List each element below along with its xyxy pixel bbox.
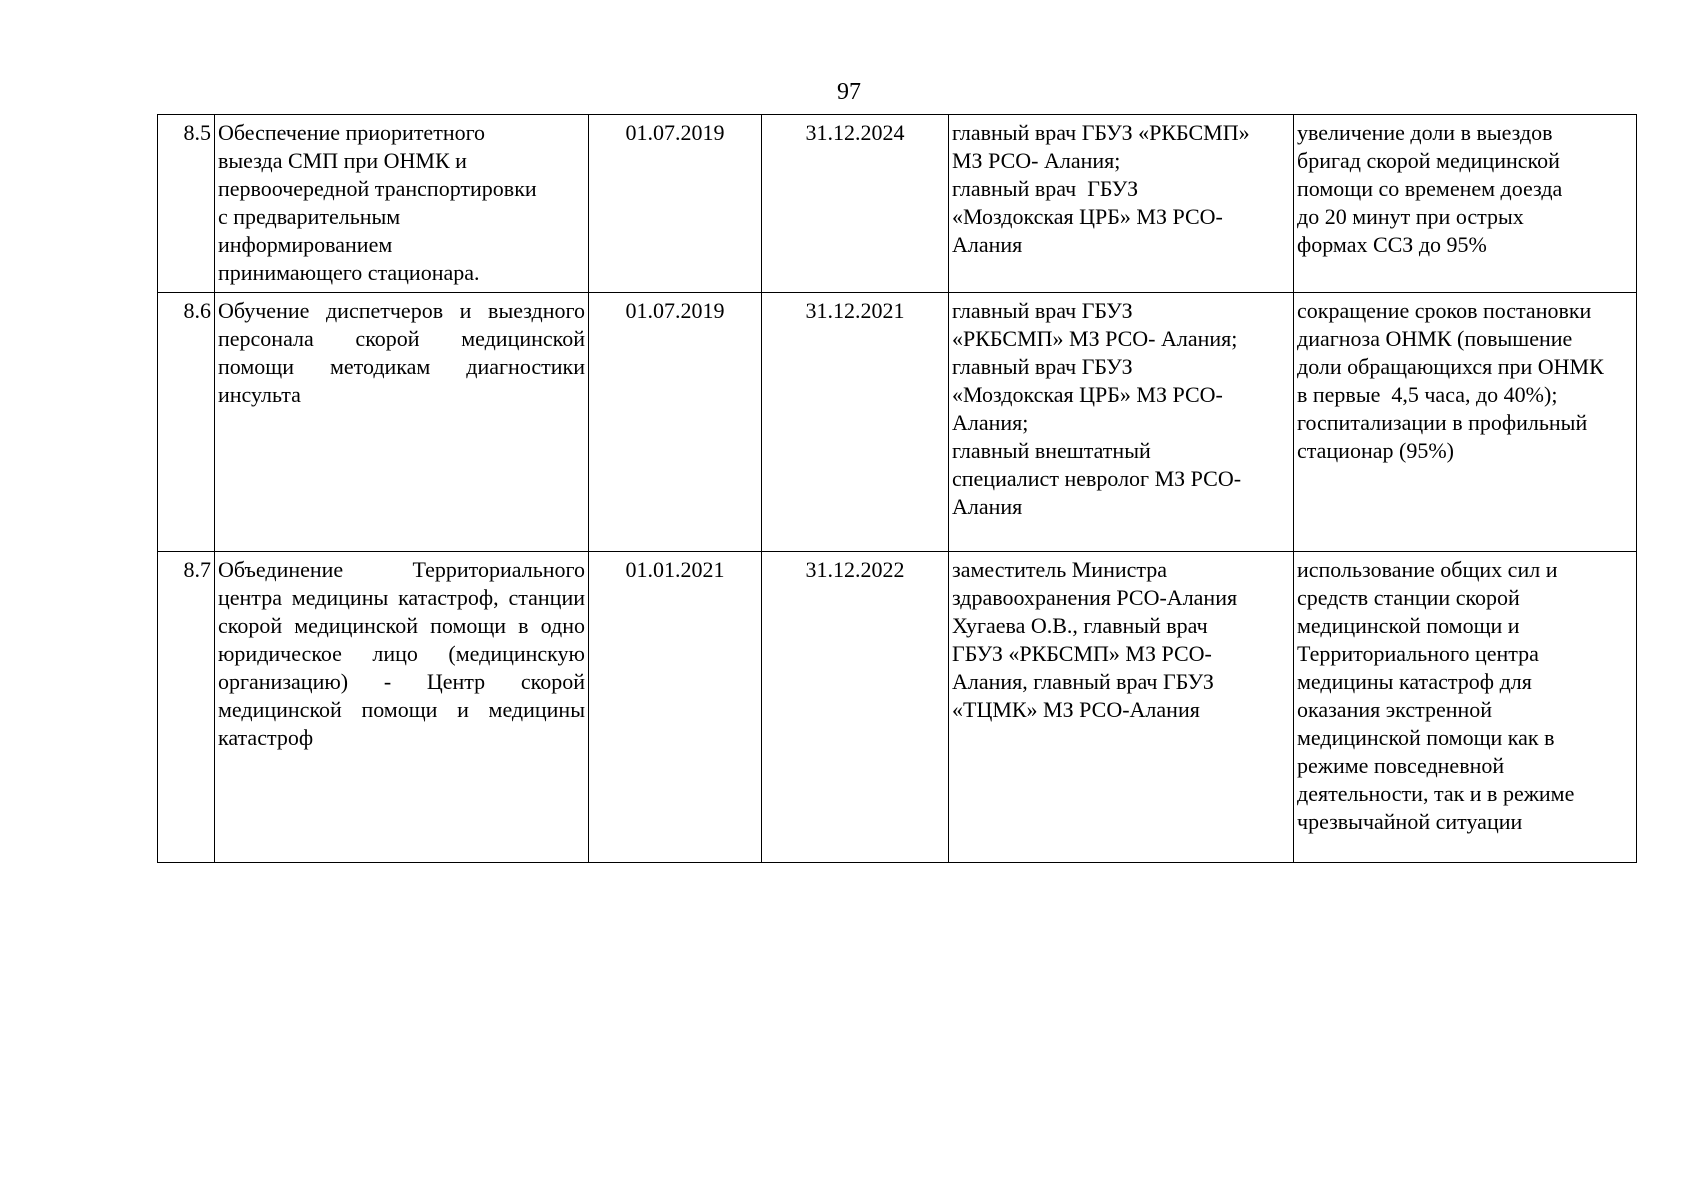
activity-cell: Обучение диспетчеров и выездного персонала скорой медицинской помощи методикам диагностики инсульта [215, 293, 589, 552]
row-number-cell: 8.5 [158, 115, 215, 293]
end-date-cell: 31.12.2024 [762, 115, 949, 293]
responsible-cell: заместитель Министра здравоохранения РСО-Алания Хугаева О.В., главный врач ГБУЗ «РКБСМП» МЗ РСО- Алания, главный врач ГБУЗ «ТЦМК» МЗ РСО-Алания [949, 552, 1294, 863]
responsible-cell: главный врач ГБУЗ «РКБСМП» МЗ РСО- Алания; главный врач ГБУЗ «Моздокская ЦРБ» МЗ РСО- Алания [949, 115, 1294, 293]
table-body [158, 115, 1637, 863]
responsible-cell: главный врач ГБУЗ «РКБСМП» МЗ РСО- Алания; главный врач ГБУЗ «Моздокская ЦРБ» МЗ РСО- Алания; главный внештатный специалист невролог МЗ РСО- Алания [949, 293, 1294, 552]
end-date-cell: 31.12.2021 [762, 293, 949, 552]
page-number: 97 [837, 79, 861, 105]
start-date-cell: 01.01.2021 [589, 552, 762, 863]
activity-cell: Объединение Территориального центра медицины катастроф, станции скорой медицинской помощи в одно юридическое лицо (медицинскую организацию) - Центр скорой медицинской помощи и медицины катастроф [215, 552, 589, 863]
result-cell: увеличение доли в выездов бригад скорой медицинской помощи со временем доезда до 20 минут при острых формах ССЗ до 95% [1294, 115, 1637, 293]
activity-cell: Обеспечение приоритетного выезда СМП при ОНМК и первоочередной транспортировки с предварительным информированием принимающего стационара. [215, 115, 589, 293]
table-row-8-5 [158, 115, 1637, 293]
row-number-cell: 8.6 [158, 293, 215, 552]
result-cell: сокращение сроков постановки диагноза ОНМК (повышение доли обращающихся при ОНМК в первые 4,5 часа, до 40%); госпитализации в профильный стационар (95%) [1294, 293, 1637, 552]
table-row-8-7 [158, 552, 1637, 863]
table-row-8-6 [158, 293, 1637, 552]
row-number-cell: 8.7 [158, 552, 215, 863]
start-date-cell: 01.07.2019 [589, 115, 762, 293]
start-date-cell: 01.07.2019 [589, 293, 762, 552]
activities-table [157, 114, 1637, 863]
end-date-cell: 31.12.2022 [762, 552, 949, 863]
result-cell: использование общих сил и средств станции скорой медицинской помощи и Территориального центра медицины катастроф для оказания экстренной медицинской помощи как в режиме повседневной деятельности, так и в режиме чрезвычайной ситуации [1294, 552, 1637, 863]
